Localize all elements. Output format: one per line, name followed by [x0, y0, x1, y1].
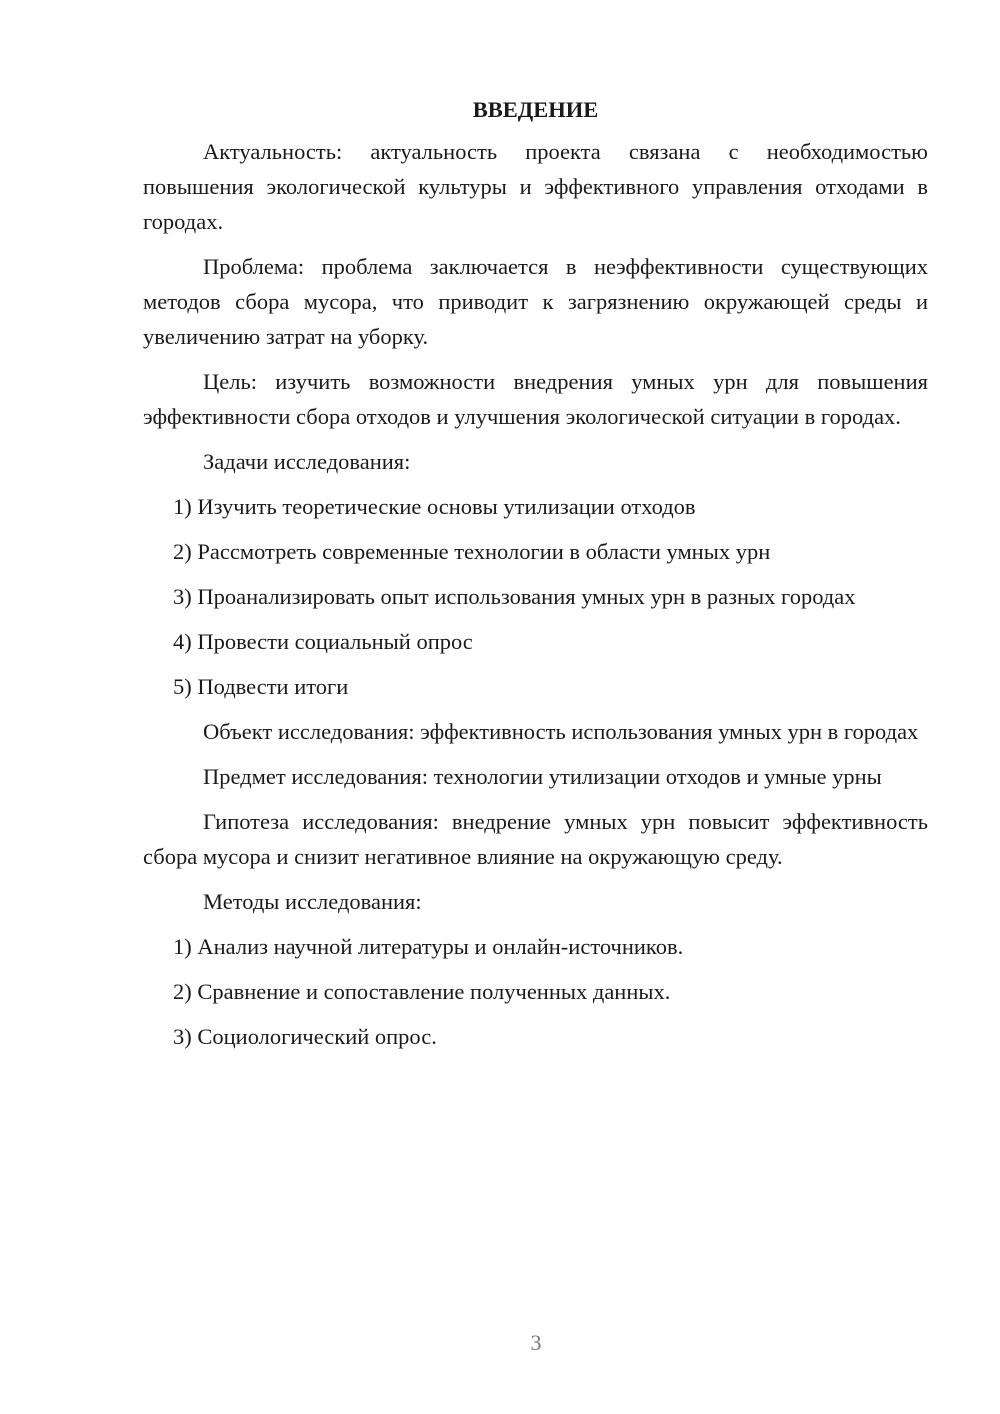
method-item: 2) Сравнение и сопоставление полученных данных. — [173, 979, 671, 1004]
task-item: 1) Изучить теоретические основы утилизации отходов — [173, 494, 696, 519]
object-paragraph: Объект исследования: эффективность использования умных урн в городах — [203, 719, 919, 744]
relevance-paragraph: Актуальность: актуальность проекта связана с необходимостью повышения экологической культуры и эффективного управления отходами в городах. — [143, 139, 928, 234]
subject-paragraph: Предмет исследования: технологии утилизации отходов и умные урны — [203, 764, 882, 789]
section-heading: ВВЕДЕНИЕ — [472, 97, 599, 122]
method-item: 1) Анализ научной литературы и онлайн-источников. — [173, 934, 684, 959]
problem-paragraph: Проблема: проблема заключается в неэффективности существующих методов сбора мусора, что приводит к загрязнению окружающей среды и увеличению затрат на уборку. — [143, 254, 928, 349]
task-item: 3) Проанализировать опыт использования умных урн в разных городах — [173, 584, 856, 609]
task-item: 2) Рассмотреть современные технологии в области умных урн — [173, 539, 771, 564]
goal-paragraph: Цель: изучить возможности внедрения умных урн для повышения эффективности сбора отходов и улучшения экологической ситуации в городах. — [143, 369, 928, 429]
hypothesis-paragraph: Гипотеза исследования: внедрение умных урн повысит эффективность сбора мусора и снизит негативное влияние на окружающую среду. — [143, 809, 928, 869]
method-item: 3) Социологический опрос. — [173, 1024, 437, 1049]
task-item: 5) Подвести итоги — [173, 674, 349, 699]
task-item: 4) Провести социальный опрос — [173, 629, 473, 654]
methods-heading: Методы исследования: — [203, 889, 422, 914]
tasks-heading: Задачи исследования: — [203, 449, 411, 474]
page-number: 3 — [530, 1330, 542, 1355]
page-content — [143, 92, 928, 1064]
